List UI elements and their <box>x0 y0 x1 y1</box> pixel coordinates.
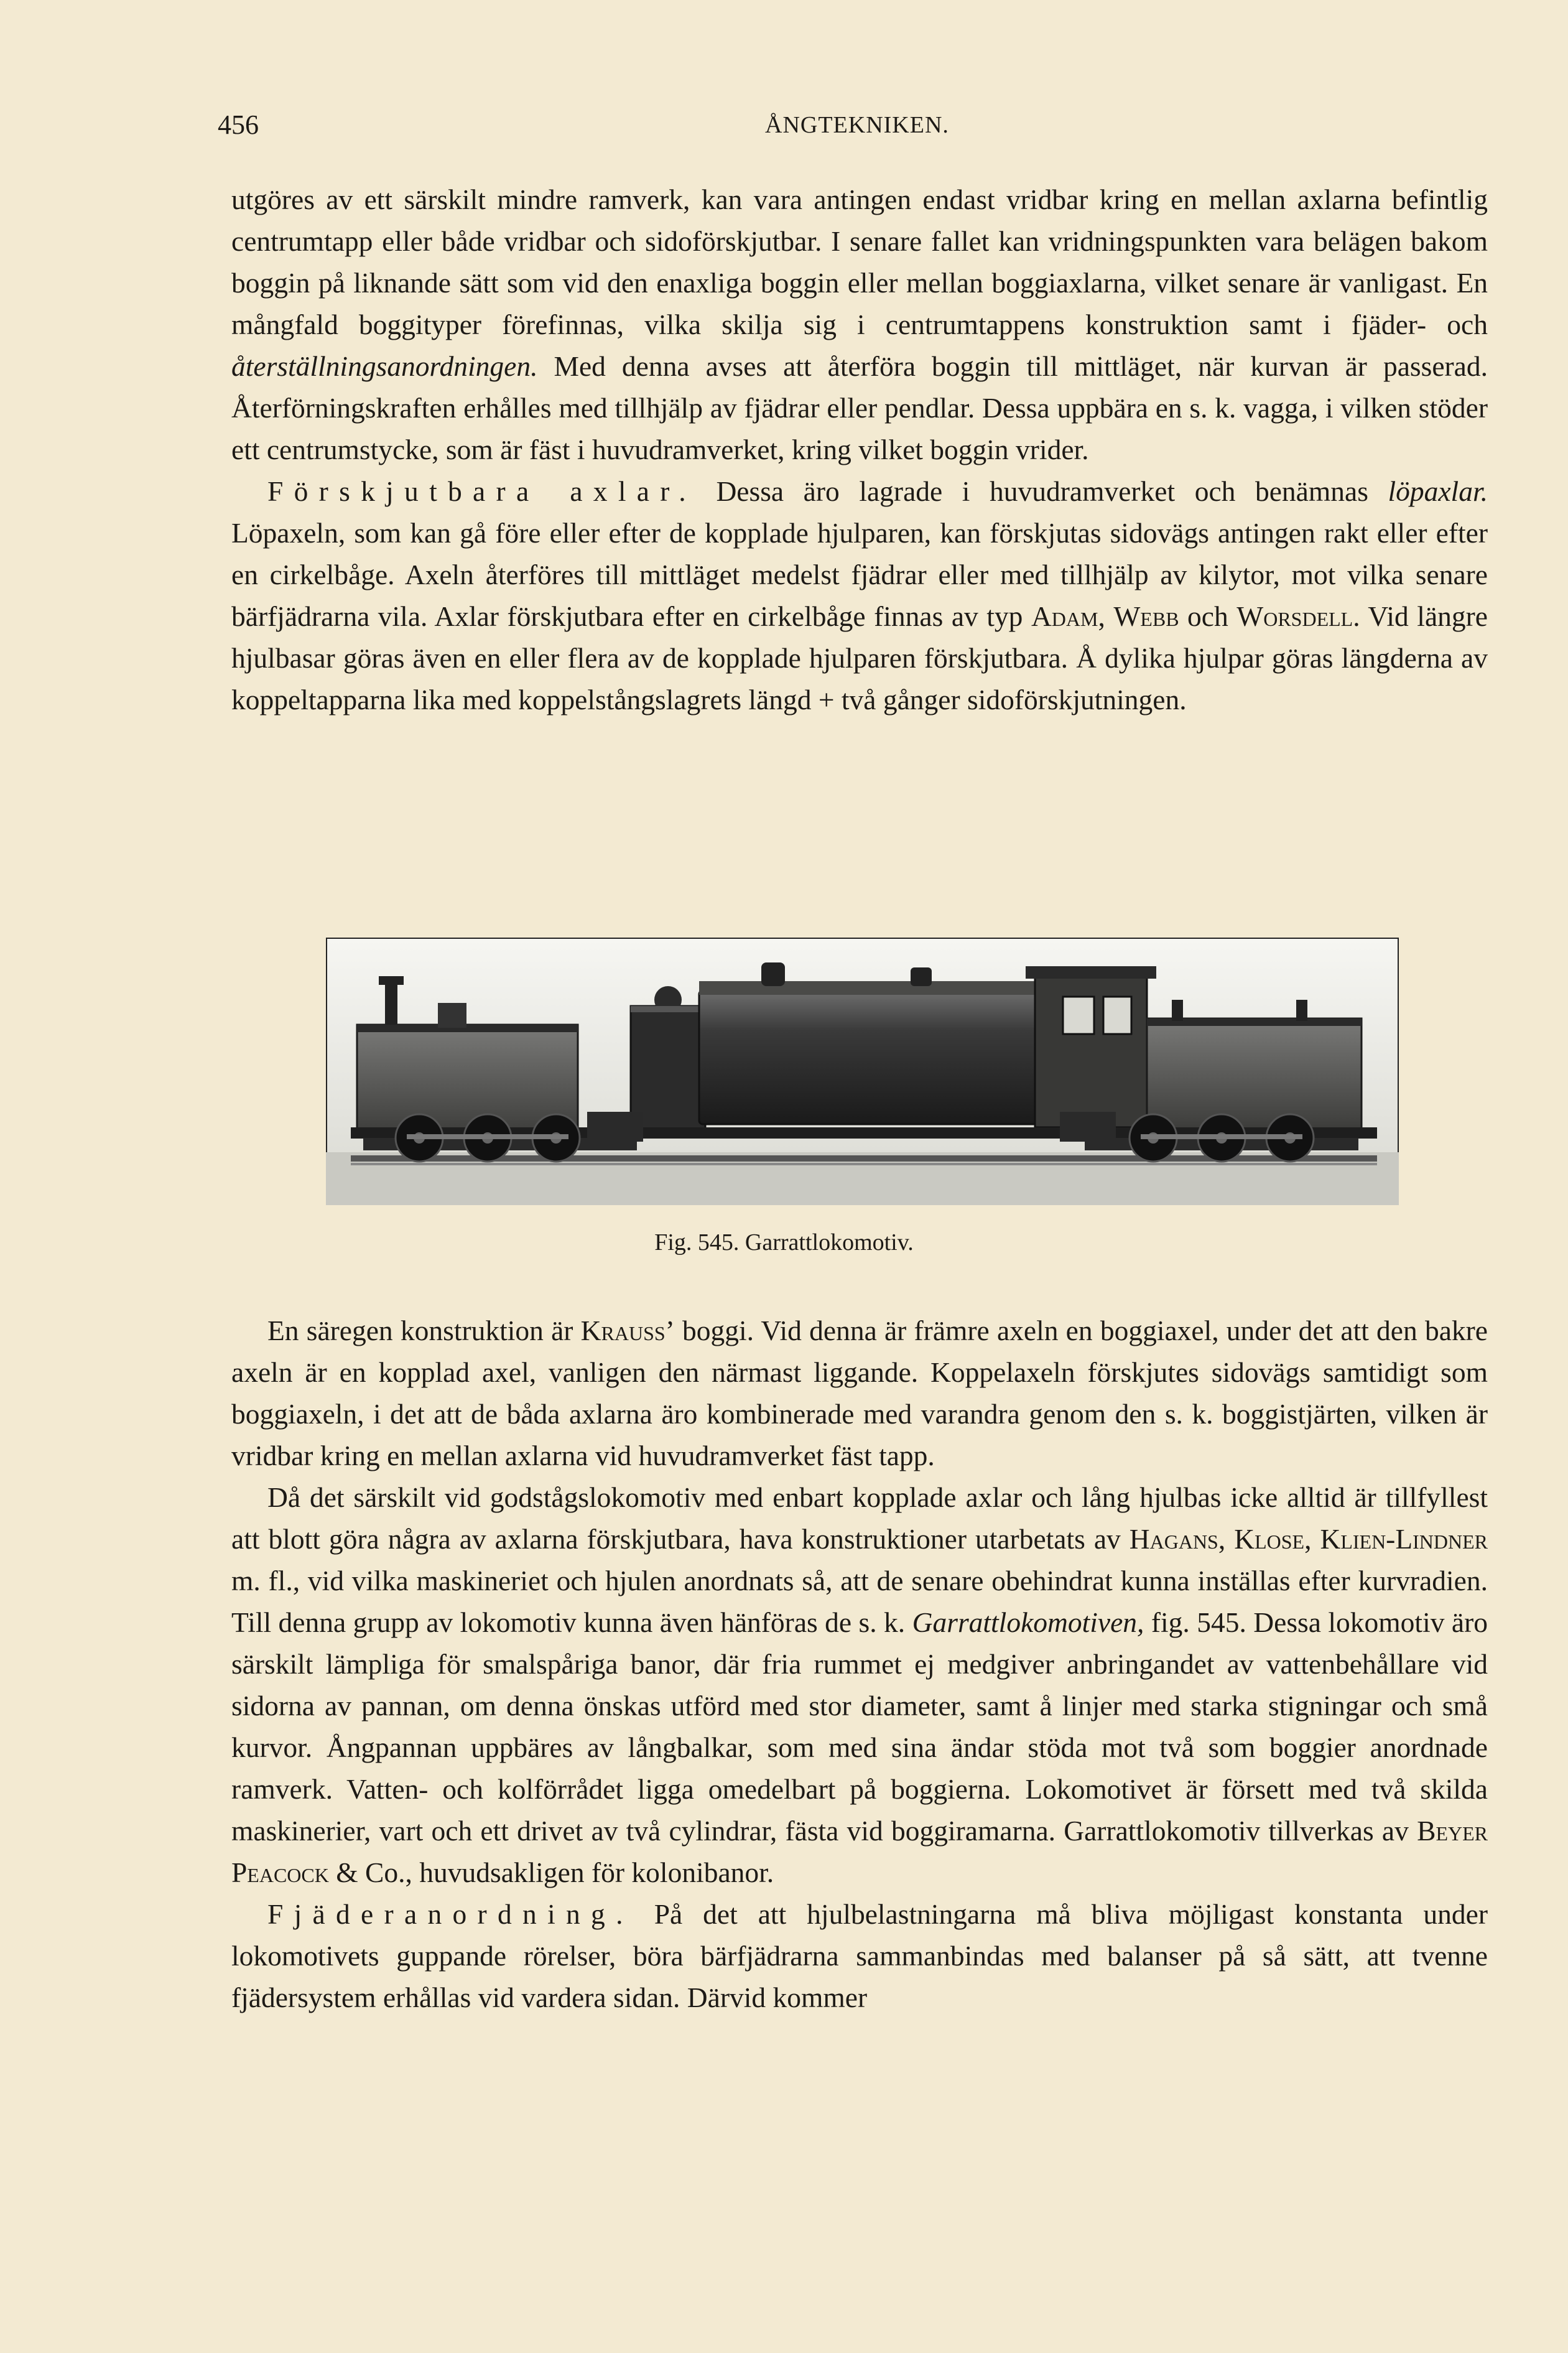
italic-term: Garrattlokomotiven, <box>912 1606 1144 1638</box>
running-head: ÅNGTEKNIKEN. <box>765 112 949 138</box>
text-run: & Co., huvudsakligen för kolonibanor. <box>328 1857 774 1888</box>
text-run: boggi. Vid denna är främre axeln en boggiaxel, under det att den bakre axeln är en kopplad axel, vanligen den närmast liggande. Koppelaxeln förskjutes sidovägs samtidigt som boggiaxeln, i det att de båda axlarna äro kombinerade med varandra genom den s. k. boggistjärten, vilken är vridbar kring en mellan axlarna vid huvudramverket fäst tapp. <box>231 1315 1488 1471</box>
text-block-top <box>231 179 1488 720</box>
page-header <box>218 109 1480 146</box>
page-number: 456 <box>218 109 259 140</box>
paragraph-krauss-boggi <box>231 1310 1488 1476</box>
paragraph-forskjutbara-axlar <box>231 470 1488 720</box>
paragraph-fjaderanordning <box>231 1893 1488 2018</box>
text-run: fig. 545. Dessa lokomotiv äro särskilt lämpliga för smalspåriga banor, där fria rummet ej medgiver anbringandet av vattenbehållare vid sidorna av pannan, om denna önskas utförd med stor diameter, samt å linjer med starka stigningar och små kurvor. Ångpannan uppbäres av långbalkar, som med sina ändar stöda mot två som boggier anordnade ramverk. Vatten- och kolförrådet ligga omedelbart på boggierna. Lokomotivet är försett med två skilda maskinerier, vart och ett drivet av två cylindrar, fästa vid boggiramarna. Garrattlokomotiv tillverkas av <box>231 1606 1488 1847</box>
text-run: Då det särskilt vid godstågslokomotiv med enbart kopplade axlar och lång hjulbas icke alltid är tillfyllest att blott göra några av axlarna förskjutbara, hava konstruktioner utarbetats av <box>231 1481 1488 1555</box>
text-run: utgöres av ett särskilt mindre ramverk, kan vara antingen endast vridbar kring en mellan axlarna befintlig centrumtapp eller både vridbar och sidoförskjutbar. I senare fallet kan vridningspunkten vara belägen bakom boggin på liknande sätt som vid den enaxliga boggin eller mellan boggiaxlarna, vilket senare är vanligast. En mångfald boggityper förefinnas, vilka skilja sig i centrumtappens konstruktion samt i fjäder- och <box>231 184 1488 340</box>
spaced-heading: Förskjutbara axlar. <box>267 475 697 507</box>
italic-term: löpaxlar. <box>1388 475 1488 507</box>
locomotive-photo <box>326 938 1399 1205</box>
text-run: Löpaxeln, som kan gå före eller efter de kopplade hjulparen, kan förskjutas sidovägs antingen rakt eller efter en cirkelbåge. Axeln återföres till mittläget medelst fjädrar eller med tillhjälp av kilytor, mot vilka senare bärfjädrarna vila. Axlar förskjutbara efter en cirkelbåge finnas av typ <box>231 517 1488 632</box>
text-run: , <box>1098 600 1114 632</box>
person-name: Hagans <box>1129 1523 1218 1555</box>
person-name: Adam <box>1031 600 1098 632</box>
text-run: och <box>1179 600 1237 632</box>
spaced-heading: Fjäderanordning. <box>267 1898 634 1930</box>
text-block-bottom <box>231 1310 1488 2018</box>
text-run: Dessa äro lagrade i huvudramverket och benämnas <box>696 475 1388 507</box>
paragraph-boggi-continued <box>231 179 1488 470</box>
figure-garratt-locomotive <box>326 938 1399 1205</box>
text-run: På det att hjulbelastningarna må bliva möjligast konstanta under lokomotivets guppande rörelser, böra bärfjädrarna sammanbindas med balanser på så sätt, att tvenne fjädersystem erhållas vid vardera sidan. Därvid kommer <box>231 1898 1488 2013</box>
italic-term: återställningsanordningen. <box>231 350 538 382</box>
paragraph-garratt <box>231 1476 1488 1893</box>
text-run: Med denna avses att återföra boggin till mittläget, när kurvan är passerad. Återförningskraften erhålles med tillhjälp av fjädrar eller pendlar. Dessa uppbära en s. k. vagga, i vilken stöder ett centrumstycke, som är fäst i huvudramverket, kring vilket boggin vrider. <box>231 350 1488 465</box>
person-name: Klose <box>1234 1523 1305 1555</box>
text-run: . Vid längre hjulbasar göras även en eller flera av de kopplade hjulparen förskjutbara. Å dylika hjulpar göras längderna av koppeltapparna lika med koppelstångslagrets längd + två gånger sidoförskjutningen. <box>231 600 1488 715</box>
figure-caption: Fig. 545. Garrattlokomotiv. <box>654 1229 914 1256</box>
person-name: Krauss’ <box>580 1315 675 1346</box>
person-name: Worsdell <box>1236 600 1353 632</box>
person-name: Klien-Lindner <box>1320 1523 1488 1555</box>
person-name: Beyer Peacock <box>231 1815 1488 1888</box>
text-run: m. fl., vid vilka maskineriet och hjulen anordnats så, att de senare obehindrat kunna inställas efter kurvradien. Till denna grupp av lokomotiv kunna även hänföras de s. k. <box>231 1565 1488 1638</box>
text-run: , <box>1304 1523 1320 1555</box>
text-run: , <box>1218 1523 1235 1555</box>
person-name: Webb <box>1113 600 1179 632</box>
text-run: En säregen konstruktion är <box>267 1315 581 1346</box>
